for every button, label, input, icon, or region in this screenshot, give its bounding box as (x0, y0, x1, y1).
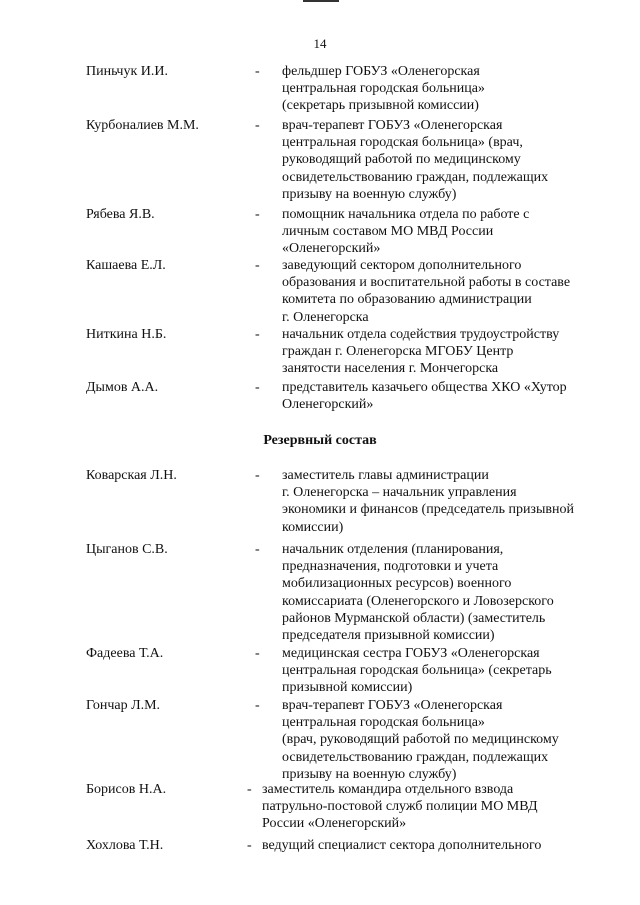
position-line: образования и воспитательной работы в составе (282, 275, 571, 291)
position-line: комиссии) (282, 519, 344, 535)
dash-separator: - (247, 838, 252, 853)
member-name: Кашаева Е.Л. (86, 258, 166, 273)
position-line: руководящий работой по медицинскому (282, 152, 521, 168)
position-line: председателя призывной комиссии) (282, 628, 495, 644)
member-name: Хохлова Т.Н. (86, 838, 164, 853)
dash-separator: - (255, 646, 260, 661)
position-line: личным составом МО МВД России (282, 224, 494, 240)
dash-separator: - (255, 207, 260, 222)
dash-separator: - (255, 698, 260, 713)
position-line: патрульно-постовой служб полиции МО МВД (262, 799, 538, 815)
position-line: граждан г. Оленегорска МГОБУ Центр (282, 344, 514, 360)
position-line: г. Оленегорска – начальник управления (282, 485, 517, 501)
dash-separator: - (255, 542, 260, 557)
dash-separator: - (255, 64, 260, 79)
top-rule (303, 0, 339, 2)
member-name: Борисов Н.А. (86, 782, 167, 797)
member-position (282, 467, 612, 536)
position-line: врач-терапевт ГОБУЗ «Оленегорская (282, 698, 503, 713)
member-name: Дымов А.А. (86, 380, 159, 395)
member-position (282, 645, 612, 697)
member-name: Ниткина Н.Б. (86, 327, 167, 342)
position-line: комитета по образованию администрации (282, 292, 532, 308)
page-number: 14 (313, 36, 327, 51)
position-line: начальник отдела содействия трудоустройству (282, 327, 560, 342)
member-position (262, 837, 592, 854)
position-line: освидетельствованию граждан, подлежащих (282, 749, 549, 765)
dash-separator: - (255, 258, 260, 273)
position-line: призыву на военную службу) (282, 186, 457, 202)
position-line: занятости населения г. Мончегорска (282, 361, 499, 377)
member-name: Пиньчук И.И. (86, 64, 168, 79)
position-line: мобилизационных ресурсов) военного (282, 576, 512, 592)
position-line: комиссариата (Оленегорского и Ловозерского (282, 593, 554, 609)
dash-separator: - (255, 468, 260, 483)
position-line: центральная городская больница» (врач, (282, 135, 523, 151)
position-line: центральная городская больница» (секретарь (282, 663, 552, 679)
position-line: г. Оленегорска (282, 309, 369, 325)
position-line: помощник начальника отдела по работе с (282, 207, 530, 222)
position-line: предназначения, подготовки и учета (282, 559, 499, 575)
member-name: Коварская Л.Н. (86, 468, 177, 483)
member-position (282, 541, 612, 644)
member-position (282, 697, 612, 783)
position-line: фельдшер ГОБУЗ «Оленегорская (282, 64, 480, 79)
member-position (282, 206, 612, 258)
position-line: России «Оленегорский» (262, 816, 407, 832)
position-line: заместитель главы администрации (282, 468, 489, 483)
member-name: Гончар Л.М. (86, 698, 161, 713)
position-line: освидетельствованию граждан, подлежащих (282, 169, 549, 185)
member-name: Фадеева Т.А. (86, 646, 164, 661)
position-line: представитель казачьего общества ХКО «Хутор (282, 380, 567, 395)
position-line: «Оленегорский» (282, 241, 381, 257)
position-line: Оленегорский» (282, 397, 374, 413)
member-position (282, 326, 612, 378)
position-line: экономики и финансов (председатель призывной (282, 502, 574, 518)
member-name: Курбоналиев М.М. (86, 118, 199, 133)
position-line: центральная городская больница» (282, 81, 485, 97)
position-line: медицинская сестра ГОБУЗ «Оленегорская (282, 646, 540, 661)
position-line: ведущий специалист сектора дополнительного (262, 838, 542, 853)
position-line: (секретарь призывной комиссии) (282, 98, 479, 114)
member-position (282, 63, 612, 115)
dash-separator: - (255, 118, 260, 133)
position-line: начальник отделения (планирования, (282, 542, 504, 557)
member-position (282, 117, 612, 203)
member-position (282, 379, 612, 413)
position-line: врач-терапевт ГОБУЗ «Оленегорская (282, 118, 503, 133)
section-title-reserve: Резервный состав (263, 433, 377, 448)
member-name: Цыганов С.В. (86, 542, 168, 557)
position-line: центральная городская больница» (282, 715, 485, 731)
member-position (262, 781, 592, 833)
dash-separator: - (247, 782, 252, 797)
position-line: призыву на военную службу) (282, 766, 457, 782)
dash-separator: - (255, 380, 260, 395)
dash-separator: - (255, 327, 260, 342)
position-line: районов Мурманской области) (заместитель (282, 610, 546, 626)
member-name: Рябева Я.В. (86, 207, 155, 222)
position-line: заведующий сектором дополнительного (282, 258, 522, 273)
position-line: заместитель командира отдельного взвода (262, 782, 514, 797)
position-line: (врач, руководящий работой по медицинскому (282, 732, 559, 748)
position-line: призывной комиссии) (282, 680, 413, 696)
member-position (282, 257, 612, 326)
